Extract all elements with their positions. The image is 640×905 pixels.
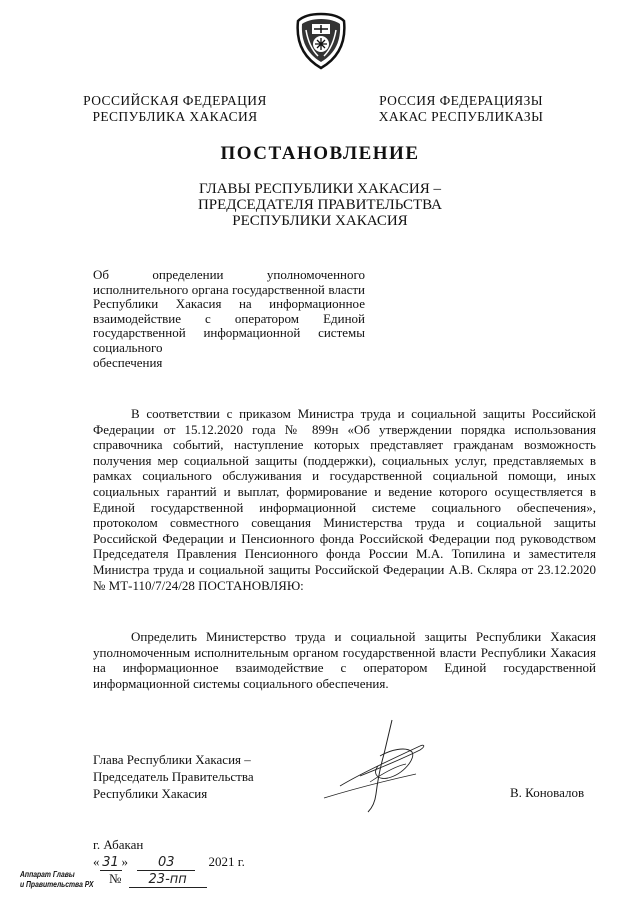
header-right-line-1: РОССИЯ ФЕДЕРАЦИЯЗЫ: [379, 93, 543, 108]
document-subtitle: [0, 181, 640, 229]
stamp-line-1: Аппарат Главы: [20, 870, 75, 879]
stamp-line-2: и Правительства РХ: [20, 880, 94, 889]
body-paragraph-2: Определить Министерство труда и социальной защиты Республики Хакасия уполномоченным исполнительным органом государственной власти Республики Хакасия на информационное взаимодействие с оператором Единой государственной информационной системы социального обеспечения.: [93, 629, 596, 691]
date-month: 03: [137, 855, 195, 871]
signatory-name: В. Коновалов: [510, 785, 585, 800]
signatory-position: [93, 751, 254, 802]
subject-text-last-line: обеспечения: [93, 354, 163, 370]
header-left-line-2: РЕСПУБЛИКА ХАКАСИЯ: [92, 109, 258, 124]
document-title: ПОСТАНОВЛЕНИЕ: [220, 143, 420, 164]
coat-of-arms-emblem: [294, 12, 348, 70]
signatory-position-line-2: Председатель Правительства: [93, 769, 254, 784]
date-quote-open: «: [93, 854, 100, 869]
date-day: 31: [100, 855, 122, 871]
body-paragraph-1: В соответствии с приказом Министра труда и социальной защиты Российской Федерации от 15.12.2020 года № 899н «Об утверждении порядка использования справочника событий, наступление которых представляет гражданам возможность получения мер социальной защиты (поддержки), социальных услуг, представляемых в рамках социального обслуживания и государственной социальной помощи, иных социальных гарантий и выплат, формирование и ведение которого осуществляется в Единой государственной информационной системе социального обеспечения», протоколом совместного совещания Министерства труда и социальной защиты Российской Федерации и Пенсионного фонда Российской Федерации под руководством Председателя Правления Пенсионного фонда России М.А. Топилина и заместителя Министра труда и социальной защиты Российской Федерации А.В. Скляра от 23.12.2020 № МТ-110/7/24/28 ПОСТАНОВЛЯЮ:: [93, 406, 596, 593]
registration-stamp: [20, 870, 94, 890]
header-right: [366, 93, 556, 125]
document-number: [93, 871, 207, 888]
city: г. Абакан: [93, 837, 144, 852]
date-quote-close: »: [121, 854, 128, 869]
number-value: 23-пп: [129, 872, 207, 888]
header-left: [80, 93, 270, 125]
document-subject: [93, 268, 365, 370]
header-right-line-2: ХАКАС РЕСПУБЛИКАЗЫ: [378, 109, 544, 124]
signatory-position-line-1: Глава Республики Хакасия –: [93, 752, 251, 767]
header-left-line-1: РОССИЙСКАЯ ФЕДЕРАЦИЯ: [83, 93, 267, 108]
subtitle-line-2: ПРЕДСЕДАТЕЛЯ ПРАВИТЕЛЬСТВА: [197, 197, 443, 213]
handwritten-signature: [320, 716, 440, 816]
number-label: №: [109, 871, 122, 886]
document-date: [93, 854, 245, 871]
subtitle-line-3: РЕСПУБЛИКИ ХАКАСИЯ: [232, 213, 408, 229]
subject-text: Об определении уполномоченного исполнительного органа государственной власти Республики Хакасия на информационное взаимодействие с оператором Единой государственной информационной системы социального: [93, 267, 365, 355]
subtitle-line-1: ГЛАВЫ РЕСПУБЛИКИ ХАКАСИЯ –: [198, 181, 442, 197]
date-year: 2021 г.: [208, 854, 245, 869]
signatory-position-line-3: Республики Хакасия: [93, 786, 208, 801]
